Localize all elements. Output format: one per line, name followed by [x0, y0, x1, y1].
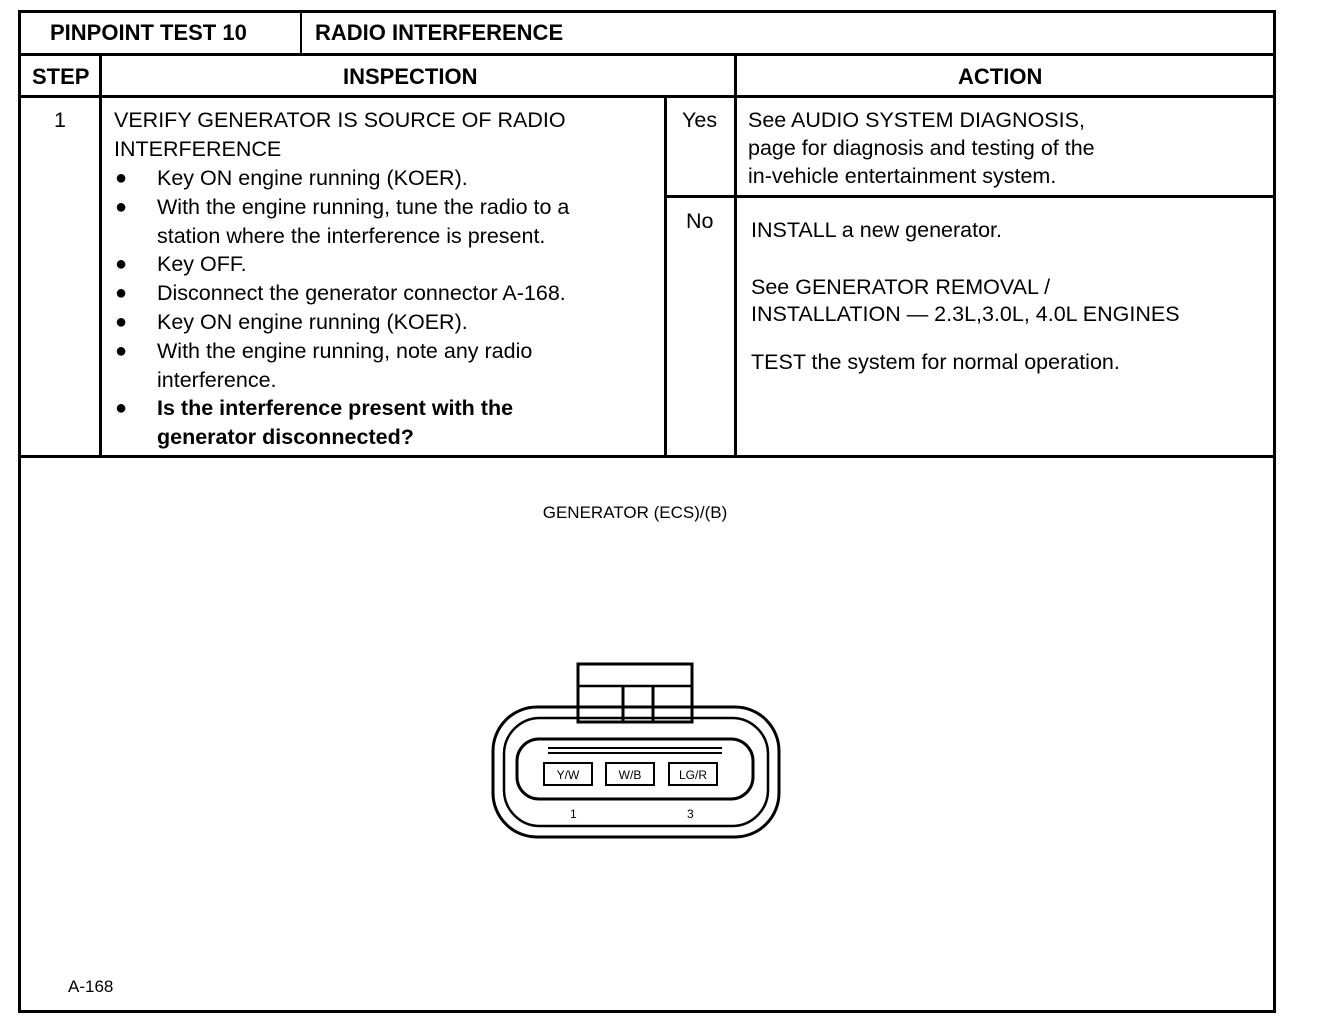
connector-id-label: A-168	[68, 977, 114, 996]
divider	[99, 55, 102, 457]
divider	[18, 95, 1276, 98]
list-item-text: interference.	[157, 368, 277, 392]
divider	[18, 455, 1276, 458]
connector-diagram	[490, 662, 782, 842]
column-header-action: ACTION	[958, 64, 1043, 89]
pin-3-terminal	[668, 762, 718, 786]
bullet-icon: ●	[115, 253, 128, 275]
action-no-install: INSTALL a new generator.	[751, 218, 1002, 242]
list-item	[115, 337, 533, 395]
list-item	[115, 394, 514, 452]
step-title-line: VERIFY GENERATOR IS SOURCE OF RADIO	[114, 108, 566, 132]
list-item	[115, 308, 468, 337]
divider	[734, 55, 737, 457]
divider	[664, 97, 667, 457]
divider	[18, 53, 1276, 56]
step-title-line: INTERFERENCE	[114, 137, 282, 161]
list-item-text: Key OFF.	[157, 252, 247, 276]
column-header-step: STEP	[32, 64, 90, 89]
list-item	[115, 193, 570, 251]
action-line: See GENERATOR REMOVAL /	[751, 275, 1051, 299]
result-no-label: No	[686, 209, 714, 233]
pin-label: Y/W	[556, 768, 580, 782]
bullet-icon: ●	[115, 397, 128, 419]
list-item-text: generator disconnected?	[157, 425, 414, 449]
list-item	[115, 164, 468, 193]
diagram-title: GENERATOR (ECS)/(B)	[542, 503, 728, 522]
bullet-icon: ●	[115, 196, 128, 218]
list-item-text: With the engine running, note any radio	[157, 339, 533, 363]
pin-label: LG/R	[678, 768, 707, 782]
result-yes-label: Yes	[682, 108, 718, 132]
divider	[300, 10, 302, 55]
step-title	[114, 106, 566, 164]
bullet-icon: ●	[115, 167, 128, 189]
connector-outline	[490, 662, 782, 842]
action-no-test: TEST the system for normal operation.	[751, 350, 1120, 374]
action-line: INSTALLATION — 2.3L,3.0L, 4.0L ENGINES	[751, 302, 1180, 326]
bullet-icon: ●	[115, 282, 128, 304]
test-number-label: PINPOINT TEST 10	[50, 20, 247, 45]
test-title: RADIO INTERFERENCE	[315, 20, 564, 45]
list-item-text: With the engine running, tune the radio to a	[157, 195, 570, 219]
bullet-icon: ●	[115, 340, 128, 362]
list-item-text: Disconnect the generator connector A-168.	[157, 281, 566, 305]
list-item-text: station where the interference is present.	[157, 224, 546, 248]
pin-number-3: 3	[687, 807, 694, 821]
action-line: page for diagnosis and testing of the	[748, 136, 1095, 160]
action-line: in-vehicle entertainment system.	[748, 164, 1057, 188]
step-number: 1	[54, 108, 66, 132]
action-yes	[748, 106, 1095, 190]
bullet-icon: ●	[115, 311, 128, 333]
list-item-text: Key ON engine running (KOER).	[157, 310, 468, 334]
list-item	[115, 250, 247, 279]
list-item	[115, 279, 566, 308]
pin-1-terminal	[543, 762, 593, 786]
list-item-text: Key ON engine running (KOER).	[157, 166, 468, 190]
pin-number-1: 1	[570, 807, 577, 821]
action-line: See AUDIO SYSTEM DIAGNOSIS,	[748, 108, 1085, 132]
action-no-reference	[751, 274, 1180, 328]
pin-label: W/B	[618, 768, 642, 782]
pin-2-terminal	[605, 762, 655, 786]
divider	[666, 195, 1276, 198]
column-header-inspection: INSPECTION	[343, 64, 478, 89]
list-item-text: Is the interference present with the	[157, 396, 514, 420]
